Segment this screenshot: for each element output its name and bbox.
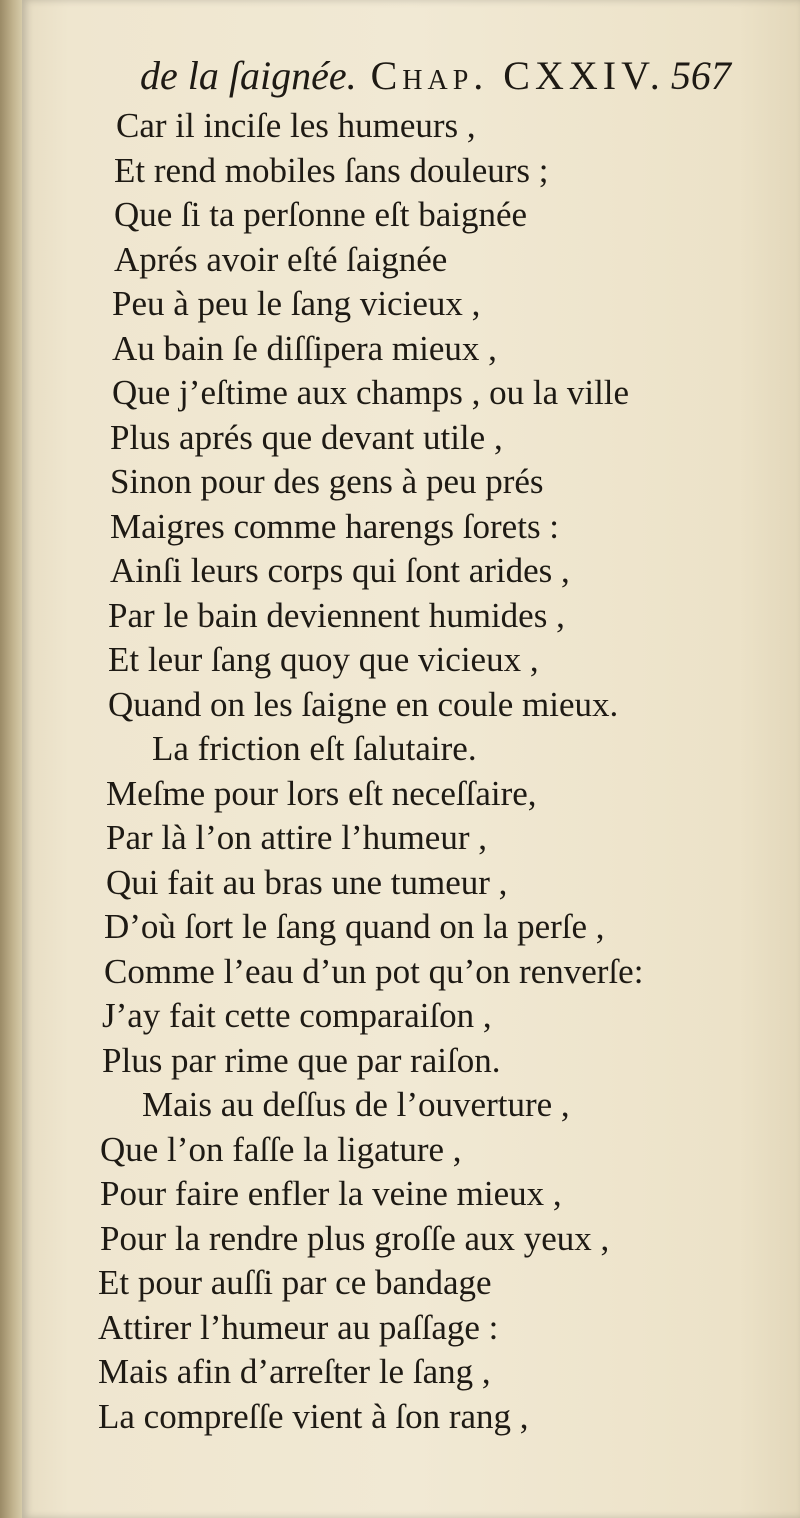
running-header [140,52,800,100]
verse-line: Au bain ſe diſſipera mieux , [112,328,497,368]
verse-line: Plus par rime que par raiſon. [102,1040,501,1080]
verse-line: Et rend mobiles ſans douleurs ; [114,150,549,190]
verse-line: Par là l’on attire l’humeur , [106,818,487,857]
verse-line: La compreſſe vient à ſon rang , [98,1396,529,1436]
verse-line: Que ſi ta perſonne eſt baignée [114,195,528,234]
verse-line: Pour la rendre plus groſſe aux yeux , [100,1218,610,1258]
verse-line: Meſme pour lors eſt neceſſaire, [106,773,537,813]
page-number: 567 [670,53,731,98]
verse-line: Sinon pour des gens à peu prés [110,462,544,501]
verse-line: Pour faire enfler la veine mieux , [100,1174,562,1213]
verse-line: J’ay fait cette comparaiſon , [102,996,492,1035]
verse-text [98,104,798,1439]
verse-line: Comme l’eau d’un pot qu’on renverſe: [104,951,644,991]
verse-line: Plus aprés que devant utile , [110,417,503,457]
book-page [22,0,800,1518]
verse-line: Et leur ſang quoy que vicieux , [108,640,539,679]
verse-line: Par le bain deviennent humides , [108,595,565,635]
verse-line: Ainſi leurs corps qui ſont arides , [110,551,570,590]
verse-line: La friction eſt ſalutaire. [152,729,477,768]
verse-line: D’où ſort le ſang quand on la perſe , [104,907,605,946]
verse-line: Et pour auſſi par ce bandage [98,1263,492,1302]
verse-line: Maigres comme harengs ſorets : [110,506,560,546]
verse-line: Peu à peu le ſang vicieux , [112,284,481,323]
chapter-label: Chap. CXXIV. [370,53,665,98]
verse-line: Car il inciſe les humeurs , [116,106,476,145]
verse-line: Que j’eſtime aux champs , ou la ville [112,373,630,412]
verse-line: Mais afin d’arreſter le ſang , [98,1352,491,1391]
verse-line: Attirer l’humeur au paſſage : [98,1307,499,1347]
verse-line: Aprés avoir eſté ſaignée [114,239,448,279]
book-binding [0,0,22,1518]
running-title: de la ſaignée. [140,53,357,98]
verse-line: Qui fait au bras une tumeur , [106,862,508,902]
verse-line: Quand on les ſaigne en coule mieux. [108,684,619,724]
verse-line: Que l’on faſſe la ligature , [100,1129,462,1169]
verse-line: Mais au deſſus de l’ouverture , [142,1085,570,1124]
